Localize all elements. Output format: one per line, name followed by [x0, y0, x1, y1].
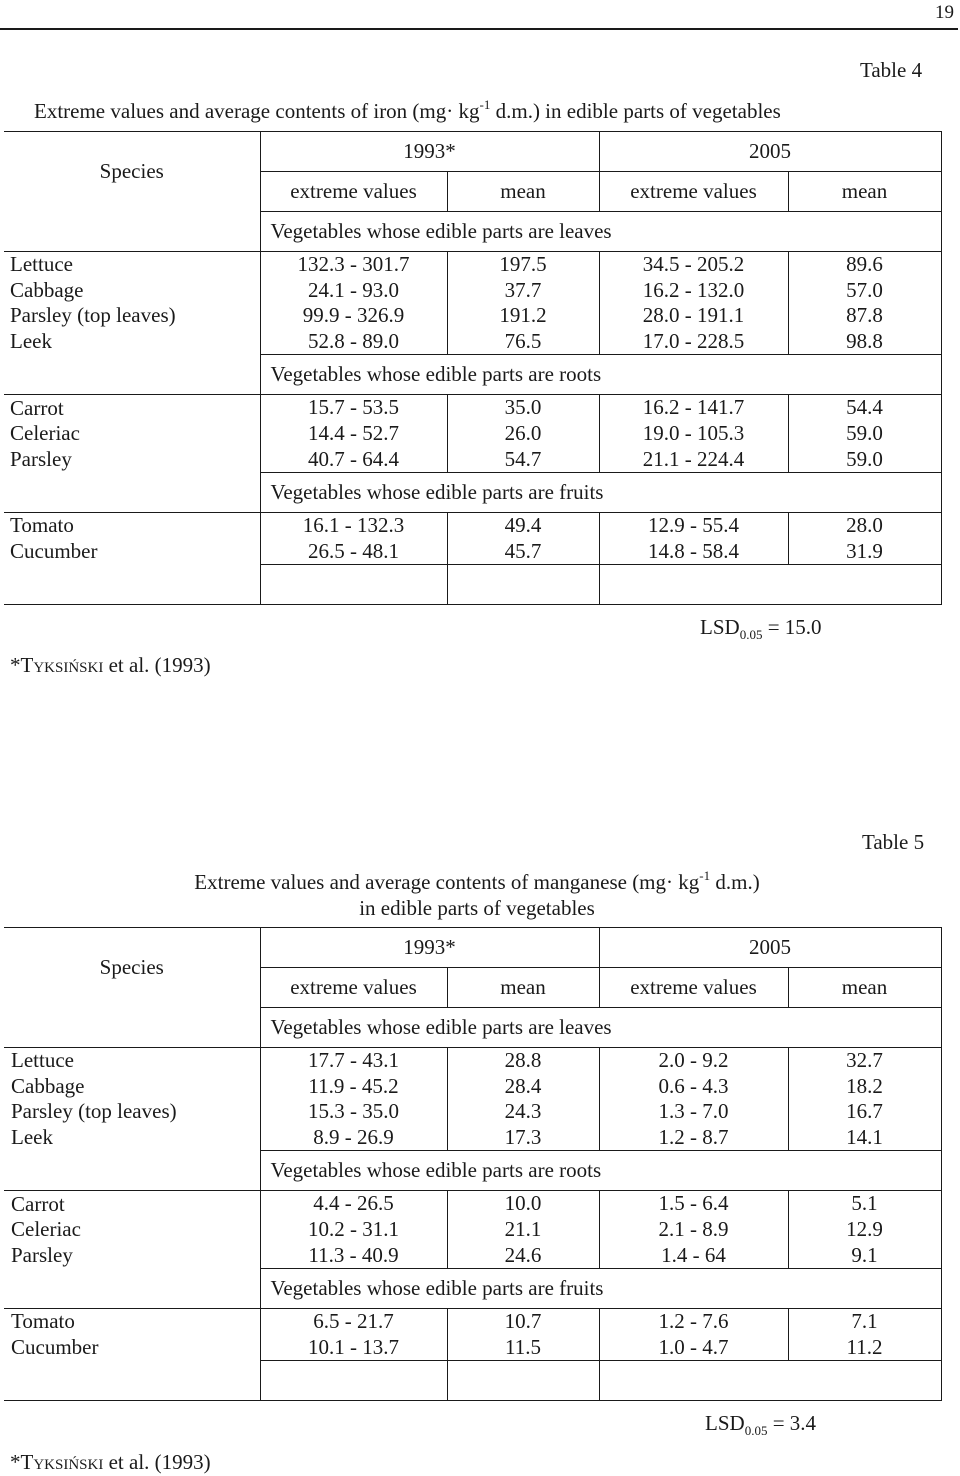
table4-extreme-1993-cell: 132.3 - 301.7 24.1 - 93.0 99.9 - 326.9 52.8 - 89.0	[260, 252, 447, 355]
table4-mean-1993-header: mean	[447, 172, 599, 212]
table4-year1-header: 1993*	[260, 132, 599, 172]
table5-title: Extreme values and average contents of manganese ($mg\cdot kg^{-1}$ d.m.) in edible parts of vegetables	[194, 868, 760, 920]
table5-extreme-2005-cell: 1.5 - 6.4 2.1 - 8.9 1.4 - 64	[599, 1191, 788, 1269]
table5-mean-1993-cell: 10.7 11.5	[447, 1309, 599, 1361]
table5-extreme-1993-cell: 4.4 - 26.5 10.2 - 31.1 11.3 - 40.9	[260, 1191, 447, 1269]
table4-extreme-2005-header: extreme values	[599, 172, 788, 212]
table5-species-cell: Lettuce Cabbage Parsley (top leaves) Leek	[4, 1048, 260, 1151]
table4-species-cell: Carrot Celeriac Parsley	[4, 395, 260, 473]
table5-extreme-1993-header: extreme values	[260, 968, 447, 1008]
table5-lsd: $LSD_{0.05} = 3.4$	[705, 1411, 817, 1438]
table4-group-label: Vegetables whose edible parts are fruits	[260, 473, 941, 513]
table5-group-label: Vegetables whose edible parts are fruits	[260, 1269, 941, 1309]
table5-extreme-2005-cell: 1.2 - 7.6 1.0 - 4.7	[599, 1309, 788, 1361]
table5-species-cell: Carrot Celeriac Parsley	[4, 1191, 260, 1269]
table5-group-label: Vegetables whose edible parts are roots	[260, 1151, 941, 1191]
table5-extreme-2005-header: extreme values	[599, 968, 788, 1008]
table4-group-label: Vegetables whose edible parts are leaves	[260, 212, 941, 252]
table4-footnote: *Tyksiński et al. (1993)	[10, 653, 211, 677]
table5-mean-2005-cell: 32.7 18.2 16.7 14.1	[788, 1048, 941, 1151]
page-header	[0, 0, 960, 28]
table4-extreme-2005-cell: 34.5 - 205.2 16.2 - 132.0 28.0 - 191.1 17.0 - 228.5	[599, 252, 788, 355]
table4-group-label: Vegetables whose edible parts are roots	[260, 355, 941, 395]
table5-mean-1993-header: mean	[447, 968, 599, 1008]
table4-extreme-1993-cell: 16.1 - 132.3 26.5 - 48.1	[260, 513, 447, 565]
table4-species-cell: Tomato Cucumber	[4, 513, 260, 565]
table4-mean-1993-cell: 49.4 45.7	[447, 513, 599, 565]
table5-year2-header: 2005	[599, 928, 941, 968]
table5-mean-2005-cell: 5.1 12.9 9.1	[788, 1191, 941, 1269]
table4-extreme-1993-header: extreme values	[260, 172, 447, 212]
table5	[4, 927, 942, 1401]
table4-species-cell: Lettuce Cabbage Parsley (top leaves) Leek	[4, 252, 260, 355]
table4-title: Extreme values and average contents of iron ($mg\cdot kg^{-1}$ d.m.) in edible parts of vegetables	[34, 97, 781, 123]
table5-extreme-2005-cell: 2.0 - 9.2 0.6 - 4.3 1.3 - 7.0 1.2 - 8.7	[599, 1048, 788, 1151]
table5-species-cell: Tomato Cucumber	[4, 1309, 260, 1361]
table4-mean-2005-cell: 28.0 31.9	[788, 513, 941, 565]
table4-extreme-1993-cell: 15.7 - 53.5 14.4 - 52.7 40.7 - 64.4	[260, 395, 447, 473]
table5-extreme-1993-cell: 6.5 - 21.7 10.1 - 13.7	[260, 1309, 447, 1361]
page-number: 19	[935, 2, 954, 23]
table5-mean-1993-cell: 28.8 28.4 24.3 17.3	[447, 1048, 599, 1151]
table4-mean-1993-cell: 35.0 26.0 54.7	[447, 395, 599, 473]
table4-species-header: Species	[4, 132, 260, 212]
table4-extreme-2005-cell: 16.2 - 141.7 19.0 - 105.3 21.1 - 224.4	[599, 395, 788, 473]
table4-mean-2005-cell: 54.4 59.0 59.0	[788, 395, 941, 473]
table4-label: Table 4	[860, 58, 923, 82]
table5-footnote: *Tyksiński et al. (1993)	[10, 1450, 211, 1474]
table4-year2-header: 2005	[599, 132, 941, 172]
header-rule	[0, 28, 958, 30]
table4	[4, 131, 942, 605]
table4-mean-2005-header: mean	[788, 172, 941, 212]
table4-extreme-2005-cell: 12.9 - 55.4 14.8 - 58.4	[599, 513, 788, 565]
table5-year1-header: 1993*	[260, 928, 599, 968]
table4-mean-1993-cell: 197.5 37.7 191.2 76.5	[447, 252, 599, 355]
table4-lsd: $LSD_{0.05} = 15.0$	[700, 615, 822, 642]
table5-species-header: Species	[4, 928, 260, 1008]
table5-extreme-1993-cell: 17.7 - 43.1 11.9 - 45.2 15.3 - 35.0 8.9 - 26.9	[260, 1048, 447, 1151]
table5-mean-2005-header: mean	[788, 968, 941, 1008]
table5-mean-1993-cell: 10.0 21.1 24.6	[447, 1191, 599, 1269]
table4-mean-2005-cell: 89.6 57.0 87.8 98.8	[788, 252, 941, 355]
table5-group-label: Vegetables whose edible parts are leaves	[260, 1008, 941, 1048]
table5-label: Table 5	[862, 830, 925, 854]
table5-mean-2005-cell: 7.1 11.2	[788, 1309, 941, 1361]
